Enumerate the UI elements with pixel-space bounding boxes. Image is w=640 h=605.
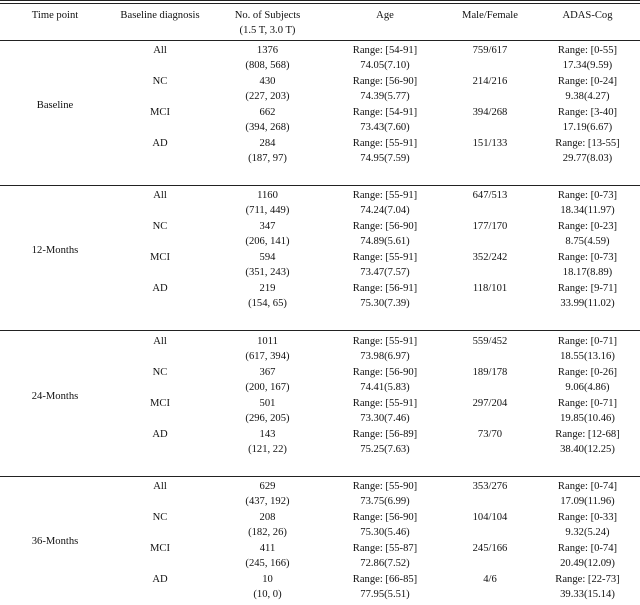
subjects-cell-line1: 367	[259, 367, 276, 378]
adas-cog-cell-line1: Range: [0-24]	[557, 76, 618, 87]
subjects-cell-line1: 594	[259, 252, 276, 263]
subjects-cell-line2: (154, 65)	[248, 298, 287, 309]
adas-cog-cell-line1: Range: [0-74]	[557, 481, 618, 492]
subjects-cell	[210, 479, 325, 509]
diagnosis-cell: AD	[152, 429, 168, 440]
age-cell	[325, 396, 445, 426]
adas-cog-cell	[535, 281, 640, 311]
adas-cog-cell	[535, 427, 640, 457]
diagnosis-cell: AD	[152, 574, 168, 585]
subjects-cell-line1: 284	[259, 138, 276, 149]
subjects-cell-line2: (121, 22)	[248, 444, 287, 455]
age-cell	[325, 334, 445, 364]
age-cell	[325, 365, 445, 395]
age-cell	[325, 219, 445, 249]
age-cell-line2: 74.24(7.04)	[360, 205, 410, 216]
subjects-cell	[210, 510, 325, 540]
age-cell-line2: 73.98(6.97)	[360, 351, 410, 362]
age-cell-line1: Range: [55-91]	[352, 398, 418, 409]
adas-cog-cell	[535, 250, 640, 280]
adas-cog-cell	[535, 74, 640, 104]
age-cell-line2: 75.30(5.46)	[360, 527, 410, 538]
age-cell-line2: 75.25(7.63)	[360, 444, 410, 455]
age-cell-line2: 74.41(5.83)	[360, 382, 410, 393]
adas-cog-cell-line1: Range: [0-26]	[557, 367, 618, 378]
diagnosis-cell: MCI	[149, 543, 170, 554]
subjects-cell-line2: (394, 268)	[245, 122, 290, 133]
adas-cog-cell	[535, 572, 640, 602]
subjects-cell-line2: (711, 449)	[245, 205, 290, 216]
group-rule-2	[0, 330, 640, 331]
diagnosis-cell: AD	[152, 138, 168, 149]
age-cell-line2: 73.43(7.60)	[360, 122, 410, 133]
adas-cog-cell-line2: 38.40(12.25)	[560, 444, 615, 455]
adas-cog-cell	[535, 334, 640, 364]
adas-cog-cell	[535, 479, 640, 509]
subjects-cell	[210, 281, 325, 311]
adas-cog-cell	[535, 43, 640, 73]
header-age: Age	[376, 10, 394, 21]
male-female-cell: 245/166	[472, 543, 508, 554]
adas-cog-cell-line2: 19.85(10.46)	[560, 413, 615, 424]
header-rule	[0, 40, 640, 41]
subjects-cell-line2: (437, 192)	[245, 496, 290, 507]
subjects-cell	[210, 396, 325, 426]
adas-cog-cell-line2: 20.49(12.09)	[560, 558, 615, 569]
subjects-cell-line2: (206, 141)	[245, 236, 290, 247]
age-cell	[325, 136, 445, 166]
adas-cog-cell-line2: 17.34(9.59)	[562, 60, 613, 71]
adas-cog-cell-line2: 18.17(8.89)	[562, 267, 613, 278]
male-female-cell: 118/101	[472, 283, 508, 294]
subjects-cell	[210, 250, 325, 280]
subjects-cell	[210, 43, 325, 73]
diagnosis-cell: All	[153, 190, 167, 201]
subjects-cell-line2: (10, 0)	[253, 589, 282, 600]
header-time-point: Time point	[31, 10, 79, 21]
age-cell-line1: Range: [56-89]	[352, 429, 418, 440]
age-cell-line1: Range: [56-90]	[352, 512, 418, 523]
header-subjects-line1: No. of Subjects	[234, 10, 301, 21]
adas-cog-cell-line1: Range: [3-40]	[557, 107, 618, 118]
adas-cog-cell-line2: 9.32(5.24)	[565, 527, 610, 538]
header-subjects-line2: (1.5 T, 3.0 T)	[239, 25, 296, 36]
age-cell-line1: Range: [56-91]	[352, 283, 418, 294]
age-cell-line1: Range: [55-87]	[352, 543, 418, 554]
subjects-cell-line1: 347	[259, 221, 276, 232]
age-cell	[325, 105, 445, 135]
male-female-cell: 297/204	[472, 398, 508, 409]
age-cell	[325, 43, 445, 73]
age-cell-line1: Range: [55-90]	[352, 481, 418, 492]
age-cell-line2: 74.95(7.59)	[360, 153, 410, 164]
diagnosis-cell: MCI	[149, 398, 170, 409]
top-rule-2	[0, 3, 640, 4]
time-point-label: 24-Months	[31, 390, 79, 402]
age-cell-line2: 75.30(7.39)	[360, 298, 410, 309]
age-cell-line1: Range: [55-91]	[352, 336, 418, 347]
adas-cog-cell-line1: Range: [0-71]	[557, 336, 618, 347]
adas-cog-cell-line1: Range: [22-73]	[555, 574, 620, 585]
age-cell-line2: 73.30(7.46)	[360, 413, 410, 424]
group-rule-1	[0, 185, 640, 186]
male-female-cell: 759/617	[472, 45, 508, 56]
diagnosis-cell: All	[153, 336, 167, 347]
subjects-cell-line2: (296, 205)	[245, 413, 290, 424]
subjects-cell-line2: (617, 394)	[245, 351, 290, 362]
male-female-cell: 177/170	[472, 221, 508, 232]
diagnosis-cell: All	[153, 481, 167, 492]
subjects-cell-line2: (227, 203)	[245, 91, 290, 102]
male-female-cell: 647/513	[472, 190, 508, 201]
diagnosis-cell: NC	[152, 76, 168, 87]
top-rule-1	[0, 0, 640, 1]
adas-cog-cell	[535, 105, 640, 135]
age-cell-line1: Range: [55-91]	[352, 138, 418, 149]
adas-cog-cell-line1: Range: [12-68]	[555, 429, 620, 440]
male-female-cell: 353/276	[472, 481, 508, 492]
time-point-label: 12-Months	[31, 244, 79, 256]
adas-cog-cell	[535, 365, 640, 395]
diagnosis-cell: AD	[152, 283, 168, 294]
subjects-cell-line1: 430	[259, 76, 276, 87]
adas-cog-cell	[535, 510, 640, 540]
time-point-label: Baseline	[36, 99, 74, 111]
diagnosis-cell: MCI	[149, 252, 170, 263]
adas-cog-cell-line1: Range: [0-73]	[557, 190, 618, 201]
adas-cog-cell-line1: Range: [0-73]	[557, 252, 618, 263]
male-female-cell: 4/6	[483, 574, 497, 585]
age-cell	[325, 572, 445, 602]
diagnosis-cell: NC	[152, 512, 168, 523]
male-female-cell: 104/104	[472, 512, 508, 523]
adas-cog-cell-line2: 18.55(13.16)	[560, 351, 615, 362]
adas-cog-cell-line1: Range: [9-71]	[557, 283, 618, 294]
subjects-cell	[210, 334, 325, 364]
subjects-cell-line2: (245, 166)	[245, 558, 290, 569]
male-female-cell: 394/268	[472, 107, 508, 118]
age-cell-line2: 74.05(7.10)	[360, 60, 410, 71]
male-female-cell: 352/242	[472, 252, 508, 263]
age-cell	[325, 479, 445, 509]
subjects-cell-line1: 219	[259, 283, 276, 294]
male-female-cell: 151/133	[472, 138, 508, 149]
age-cell	[325, 541, 445, 571]
age-cell	[325, 510, 445, 540]
age-cell-line1: Range: [54-91]	[352, 107, 418, 118]
header-baseline-diagnosis: Baseline diagnosis	[120, 10, 200, 21]
age-cell	[325, 281, 445, 311]
subjects-cell-line1: 662	[259, 107, 276, 118]
age-cell-line1: Range: [55-91]	[352, 252, 418, 263]
subjects-cell	[210, 105, 325, 135]
subjects-cell	[210, 136, 325, 166]
subjects-cell	[210, 219, 325, 249]
subjects-cell	[210, 541, 325, 571]
subjects-cell-line1: 411	[259, 543, 276, 554]
adas-cog-cell-line1: Range: [0-33]	[557, 512, 618, 523]
subjects-cell	[210, 74, 325, 104]
age-cell	[325, 74, 445, 104]
subjects-cell-line1: 501	[259, 398, 276, 409]
age-cell-line2: 74.89(5.61)	[360, 236, 410, 247]
adas-cog-cell-line1: Range: [0-74]	[557, 543, 618, 554]
adas-cog-cell-line1: Range: [13-55]	[555, 138, 620, 149]
header-male-female: Male/Female	[462, 10, 518, 21]
subjects-cell-line2: (808, 568)	[245, 60, 290, 71]
diagnosis-cell: NC	[152, 367, 168, 378]
subjects-cell-line2: (351, 243)	[245, 267, 290, 278]
age-cell-line1: Range: [66-85]	[352, 574, 418, 585]
age-cell	[325, 188, 445, 218]
age-cell-line1: Range: [56-90]	[352, 76, 418, 87]
subjects-cell-line1: 1376	[256, 45, 279, 56]
adas-cog-cell	[535, 136, 640, 166]
adas-cog-cell-line2: 9.38(4.27)	[565, 91, 610, 102]
age-cell-line1: Range: [55-91]	[352, 190, 418, 201]
subjects-cell-line2: (187, 97)	[248, 153, 287, 164]
age-cell-line2: 72.86(7.52)	[360, 558, 410, 569]
header-subjects	[210, 8, 325, 38]
adas-cog-cell-line2: 33.99(11.02)	[560, 298, 615, 309]
age-cell-line2: 74.39(5.77)	[360, 91, 410, 102]
adas-cog-cell-line2: 29.77(8.03)	[562, 153, 613, 164]
subjects-cell-line1: 208	[259, 512, 276, 523]
age-cell-line1: Range: [54-91]	[352, 45, 418, 56]
age-cell-line2: 73.75(6.99)	[360, 496, 410, 507]
male-female-cell: 214/216	[472, 76, 508, 87]
subjects-cell-line1: 1011	[257, 336, 278, 347]
age-cell-line1: Range: [56-90]	[352, 221, 418, 232]
adas-cog-cell	[535, 541, 640, 571]
header-adas-cog: ADAS-Cog	[562, 10, 613, 21]
subjects-cell	[210, 427, 325, 457]
adas-cog-cell-line2: 17.09(11.96)	[560, 496, 615, 507]
diagnosis-cell: NC	[152, 221, 168, 232]
male-female-cell: 73/70	[477, 429, 503, 440]
subjects-cell-line1: 1160	[257, 190, 278, 201]
adas-cog-cell-line2: 17.19(6.67)	[562, 122, 613, 133]
subjects-cell-line1: 629	[259, 481, 276, 492]
subjects-cell-line1: 143	[259, 429, 276, 440]
adas-cog-cell	[535, 396, 640, 426]
adas-cog-cell	[535, 188, 640, 218]
adas-cog-cell-line1: Range: [0-55]	[557, 45, 618, 56]
group-rule-3	[0, 476, 640, 477]
time-point-label: 36-Months	[31, 535, 79, 547]
male-female-cell: 189/178	[472, 367, 508, 378]
age-cell-line2: 77.95(5.51)	[360, 589, 410, 600]
male-female-cell: 559/452	[472, 336, 508, 347]
adas-cog-cell	[535, 219, 640, 249]
age-cell	[325, 427, 445, 457]
adas-cog-cell-line2: 18.34(11.97)	[560, 205, 615, 216]
adas-cog-cell-line2: 9.06(4.86)	[565, 382, 610, 393]
adas-cog-cell-line1: Range: [0-23]	[557, 221, 618, 232]
diagnosis-cell: All	[153, 45, 167, 56]
subjects-cell-line1: 10	[262, 574, 273, 585]
adas-cog-cell-line2: 39.33(15.14)	[560, 589, 615, 600]
subjects-cell-line2: (200, 167)	[245, 382, 290, 393]
age-cell-line2: 73.47(7.57)	[360, 267, 410, 278]
subjects-cell-line2: (182, 26)	[248, 527, 287, 538]
diagnosis-cell: MCI	[149, 107, 170, 118]
subjects-cell	[210, 572, 325, 602]
adas-cog-cell-line2: 8.75(4.59)	[565, 236, 610, 247]
subjects-cell	[210, 365, 325, 395]
age-cell-line1: Range: [56-90]	[352, 367, 418, 378]
adas-cog-cell-line1: Range: [0-71]	[557, 398, 618, 409]
subjects-cell	[210, 188, 325, 218]
age-cell	[325, 250, 445, 280]
